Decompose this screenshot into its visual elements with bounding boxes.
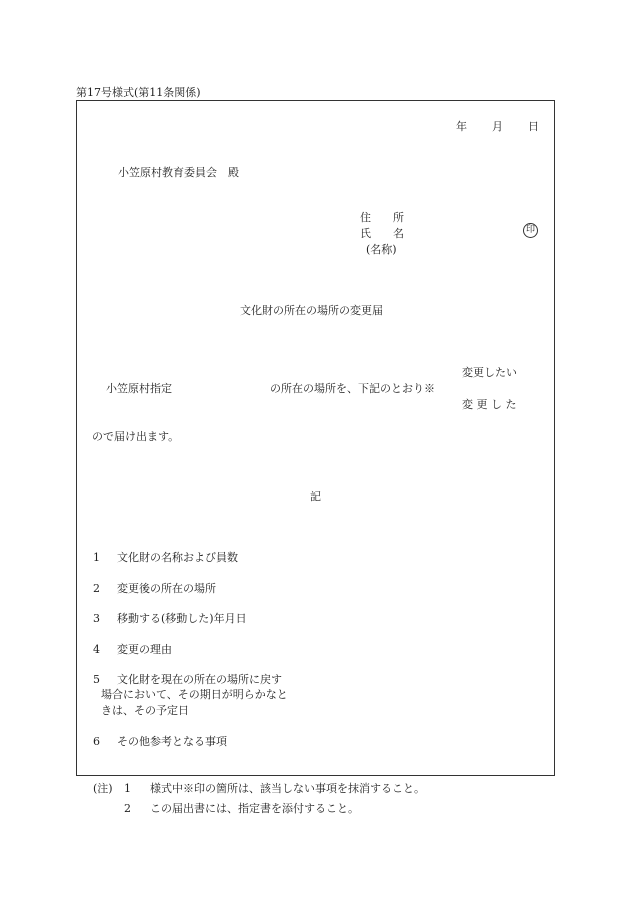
title-label: (名称) [366, 243, 397, 256]
document-title: 文化財の所在の場所の変更届 [240, 304, 383, 317]
item-6 [93, 733, 227, 749]
addressee: 小笠原村教育委員会 殿 [118, 166, 239, 179]
item-text: 変更の理由 [117, 643, 172, 656]
address-label: 住 所 [360, 211, 404, 224]
ki-heading: 記 [310, 490, 321, 503]
note-number: 2 [124, 802, 131, 815]
item-1 [93, 549, 238, 565]
item-5-line-3: きは、その予定日 [101, 704, 189, 717]
body-closing: ので届け出ます。 [92, 430, 180, 443]
item-number: 4 [93, 643, 100, 656]
note-text: この届出書には、指定書を添付すること。 [150, 802, 359, 815]
note-2 [124, 800, 359, 816]
seal-mark: 印 [523, 223, 538, 238]
name-label: 氏 名 [360, 227, 404, 240]
item-number: 5 [93, 673, 100, 686]
item-text-line-1: 文化財を現在の所在の場所に戻す [117, 673, 282, 686]
item-number: 1 [93, 551, 100, 564]
item-5 [93, 671, 282, 687]
item-2 [93, 580, 216, 596]
form-number: 第17号様式(第11条関係) [76, 86, 201, 99]
date-day-label: 日 [528, 120, 539, 133]
item-number: 6 [93, 735, 100, 748]
date-year-label: 年 [456, 120, 467, 133]
item-5-line-2: 場合において、その期日が明らかなと [101, 688, 288, 701]
item-3 [93, 610, 247, 626]
item-number: 2 [93, 582, 100, 595]
item-text: 移動する(移動した)年月日 [117, 612, 247, 625]
body-middle: の所在の場所を、下記のとおり※ [270, 382, 435, 395]
note-1 [124, 780, 425, 796]
item-number: 3 [93, 612, 100, 625]
item-text: 文化財の名称および員数 [117, 551, 238, 564]
body-prefix: 小笠原村指定 [106, 382, 172, 395]
item-text: その他参考となる事項 [117, 735, 227, 748]
date-month-label: 月 [492, 120, 503, 133]
item-4 [93, 641, 172, 657]
notes-label: (注) [93, 782, 113, 795]
item-text: 変更後の所在の場所 [117, 582, 216, 595]
note-text: 様式中※印の箇所は、該当しない事項を抹消すること。 [150, 782, 425, 795]
body-option-1: 変更したい [462, 366, 517, 379]
body-option-2: 変 更 し た [462, 398, 517, 411]
note-number: 1 [124, 782, 131, 795]
